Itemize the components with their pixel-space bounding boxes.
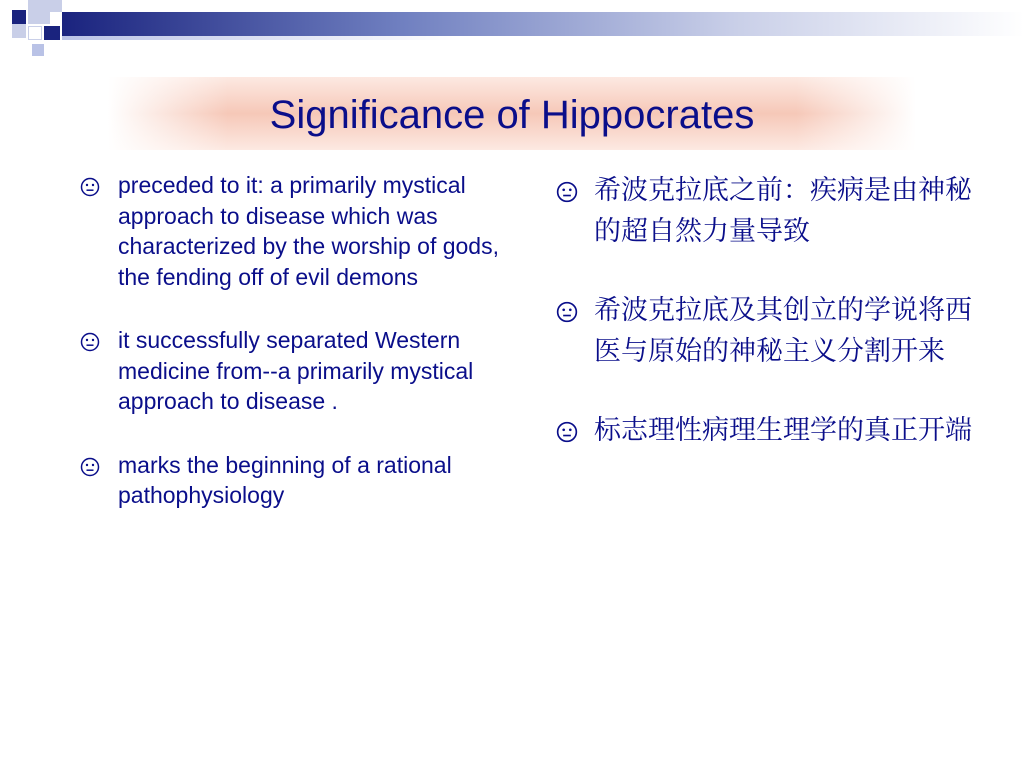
top-decoration — [0, 0, 1024, 60]
item-text: marks the beginning of a rational pathophysiology — [118, 451, 452, 508]
neutral-face-icon — [80, 457, 100, 477]
deco-square — [50, 0, 62, 12]
neutral-face-icon — [80, 177, 100, 197]
deco-gradient-bar — [62, 12, 1024, 36]
list-item — [80, 170, 500, 292]
deco-square — [28, 26, 42, 40]
item-text: 标志理性病理生理学的真正开端 — [594, 415, 972, 446]
list-item — [80, 450, 500, 511]
item-text: it successfully separated Western medicine from--a primarily mystical approach to disease . — [118, 327, 474, 414]
deco-square — [12, 24, 26, 38]
deco-square — [44, 26, 60, 40]
neutral-face-icon — [556, 181, 578, 203]
item-text: 希波克拉底之前：疾病是由神秘的超自然力量导致 — [594, 175, 972, 247]
list-item — [80, 325, 500, 417]
neutral-face-icon — [80, 332, 100, 352]
neutral-face-icon — [556, 421, 578, 443]
list-item — [556, 170, 986, 252]
english-column — [80, 170, 500, 544]
item-text: preceded to it: a primarily mystical approach to disease which was characterized by the worship of gods, the fending off of evil demons — [118, 172, 499, 290]
item-text: 希波克拉底及其创立的学说将西医与原始的神秘主义分割开来 — [594, 295, 972, 367]
title-banner — [108, 77, 916, 150]
slide-title: Significance of Hippocrates — [269, 93, 755, 137]
deco-square — [12, 10, 26, 24]
deco-square — [28, 0, 50, 24]
deco-light-bar — [62, 36, 462, 40]
list-item — [556, 290, 986, 372]
chinese-column — [556, 170, 986, 489]
list-item — [556, 410, 986, 451]
neutral-face-icon — [556, 301, 578, 323]
deco-square — [32, 44, 44, 56]
